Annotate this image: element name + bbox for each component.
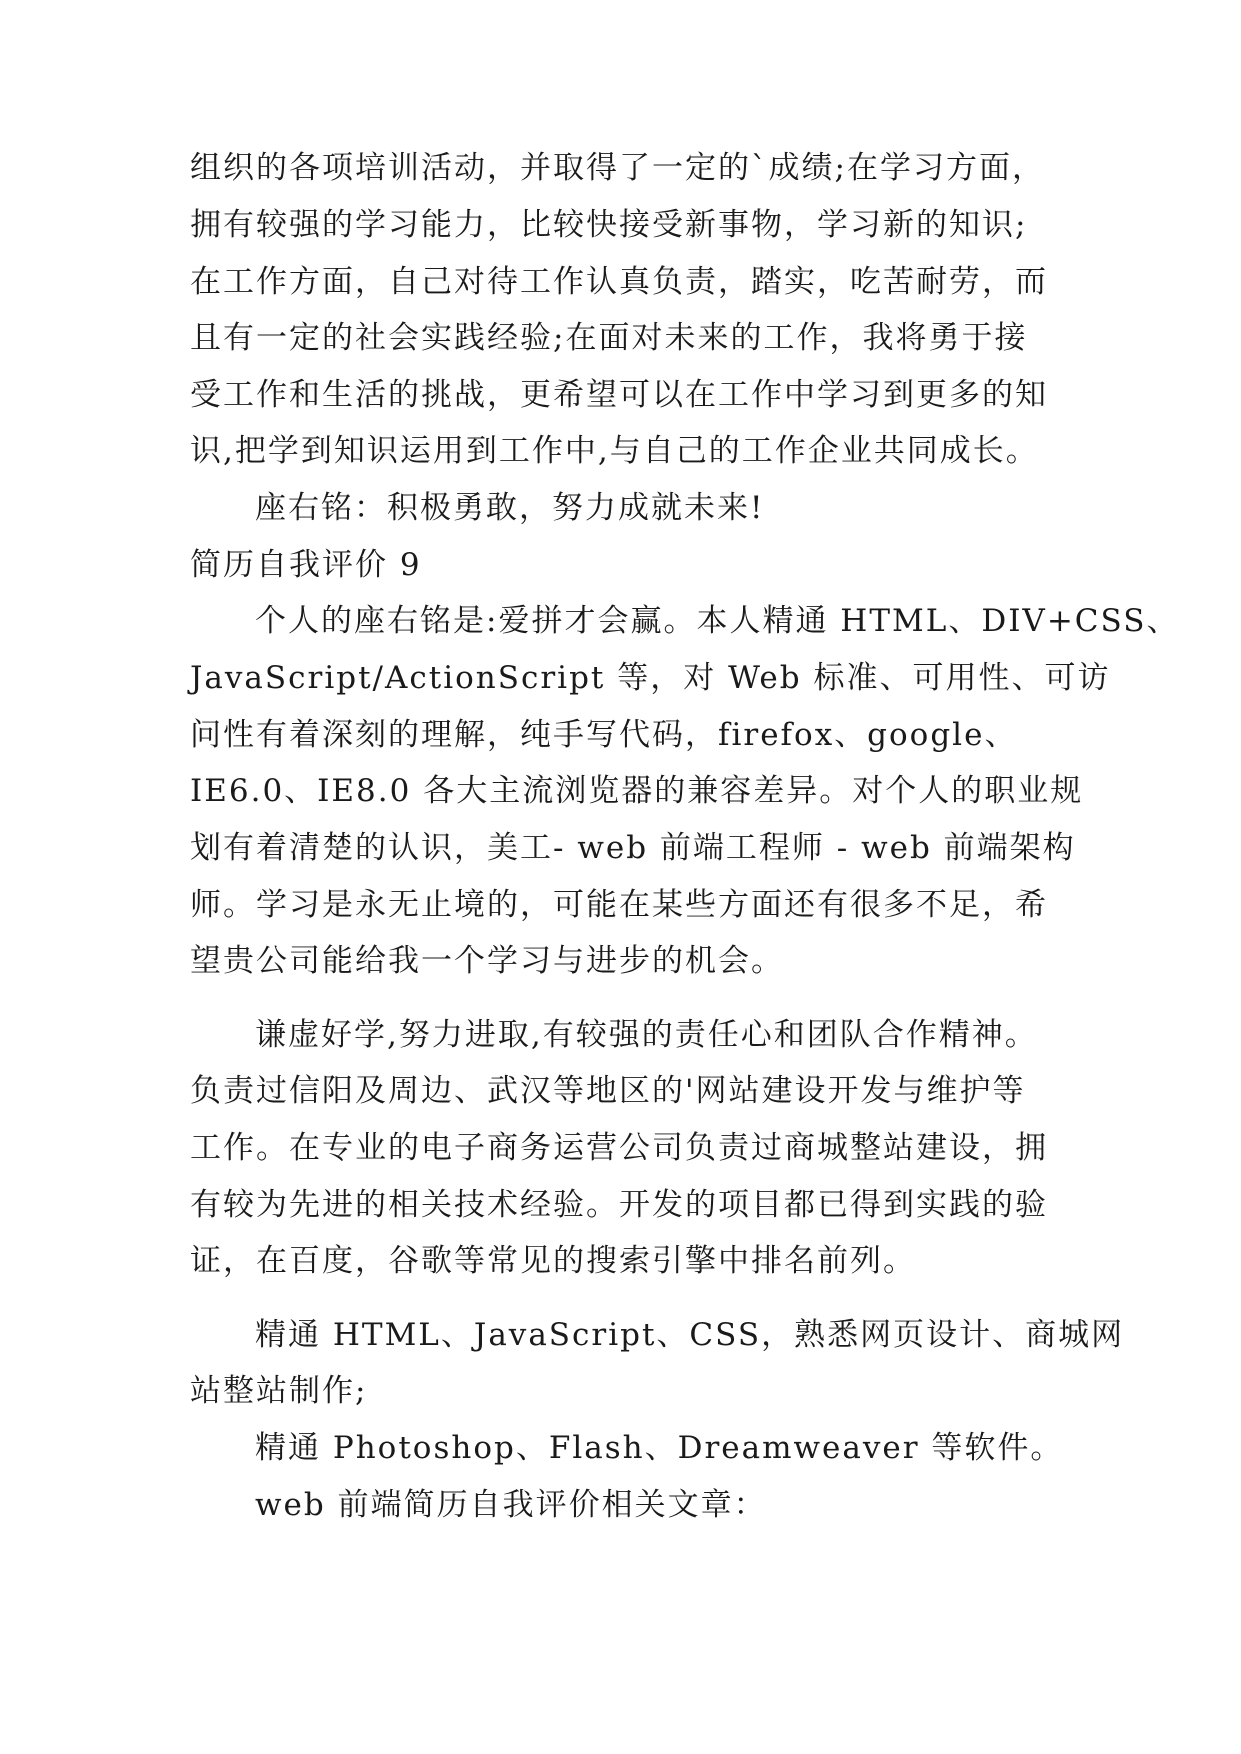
text-line: 有较为先进的相关技术经验。开发的项目都已得到实践的验 xyxy=(190,1187,1048,1223)
motto-line: 座右铭：积极勇敢，努力成就未来! xyxy=(255,490,765,526)
text-line: 望贵公司能给我一个学习与进步的机会。 xyxy=(190,943,784,979)
text-line: 受工作和生活的挑战，更希望可以在工作中学习到更多的知 xyxy=(190,377,1048,413)
text-line: 工作。在专业的电子商务运营公司负责过商城整站建设，拥 xyxy=(190,1130,1048,1166)
text-line: 精通 Photoshop、Flash、Dreamweaver 等软件。 xyxy=(255,1430,1064,1466)
text-line: 个人的座右铭是:爱拼才会赢。本人精通 HTML、DIV+CSS、 xyxy=(255,603,1180,639)
text-line: 组织的各项培训活动，并取得了一定的`成绩;在学习方面， xyxy=(190,150,1045,186)
text-line: 且有一定的社会实践经验;在面对未来的工作，我将勇于接 xyxy=(190,320,1028,356)
text-line: 站整站制作; xyxy=(190,1373,368,1409)
text-line: 谦虚好学,努力进取,有较强的责任心和团队合作精神。 xyxy=(255,1017,1038,1053)
section-heading: 简历自我评价 9 xyxy=(190,547,422,583)
text-line: 划有着清楚的认识，美工- web 前端工程师 - web 前端架构 xyxy=(190,830,1076,866)
text-line: 师。学习是永无止境的，可能在某些方面还有很多不足，希 xyxy=(190,887,1048,923)
text-line: 拥有较强的学习能力，比较快接受新事物，学习新的知识; xyxy=(190,207,1028,243)
text-line: 问性有着深刻的理解，纯手写代码，firefox、google、 xyxy=(190,717,1018,753)
text-line: 在工作方面，自己对待工作认真负责，踏实，吃苦耐劳，而 xyxy=(190,264,1048,300)
text-line: 识,把学到知识运用到工作中,与自己的工作企业共同成长。 xyxy=(190,433,1039,469)
text-line: JavaScript/ActionScript 等，对 Web 标准、可用性、可访 xyxy=(190,660,1111,696)
text-line: IE6.0、IE8.0 各大主流浏览器的兼容差异。对个人的职业规 xyxy=(190,773,1084,809)
text-line: 证，在百度，谷歌等常见的搜索引擎中排名前列。 xyxy=(190,1243,916,1279)
text-line: 负责过信阳及周边、武汉等地区的'网站建设开发与维护等 xyxy=(190,1073,1026,1109)
related-articles-label: web 前端简历自我评价相关文章： xyxy=(255,1487,767,1523)
text-line: 精通 HTML、JavaScript、CSS，熟悉网页设计、商城网 xyxy=(255,1317,1125,1353)
